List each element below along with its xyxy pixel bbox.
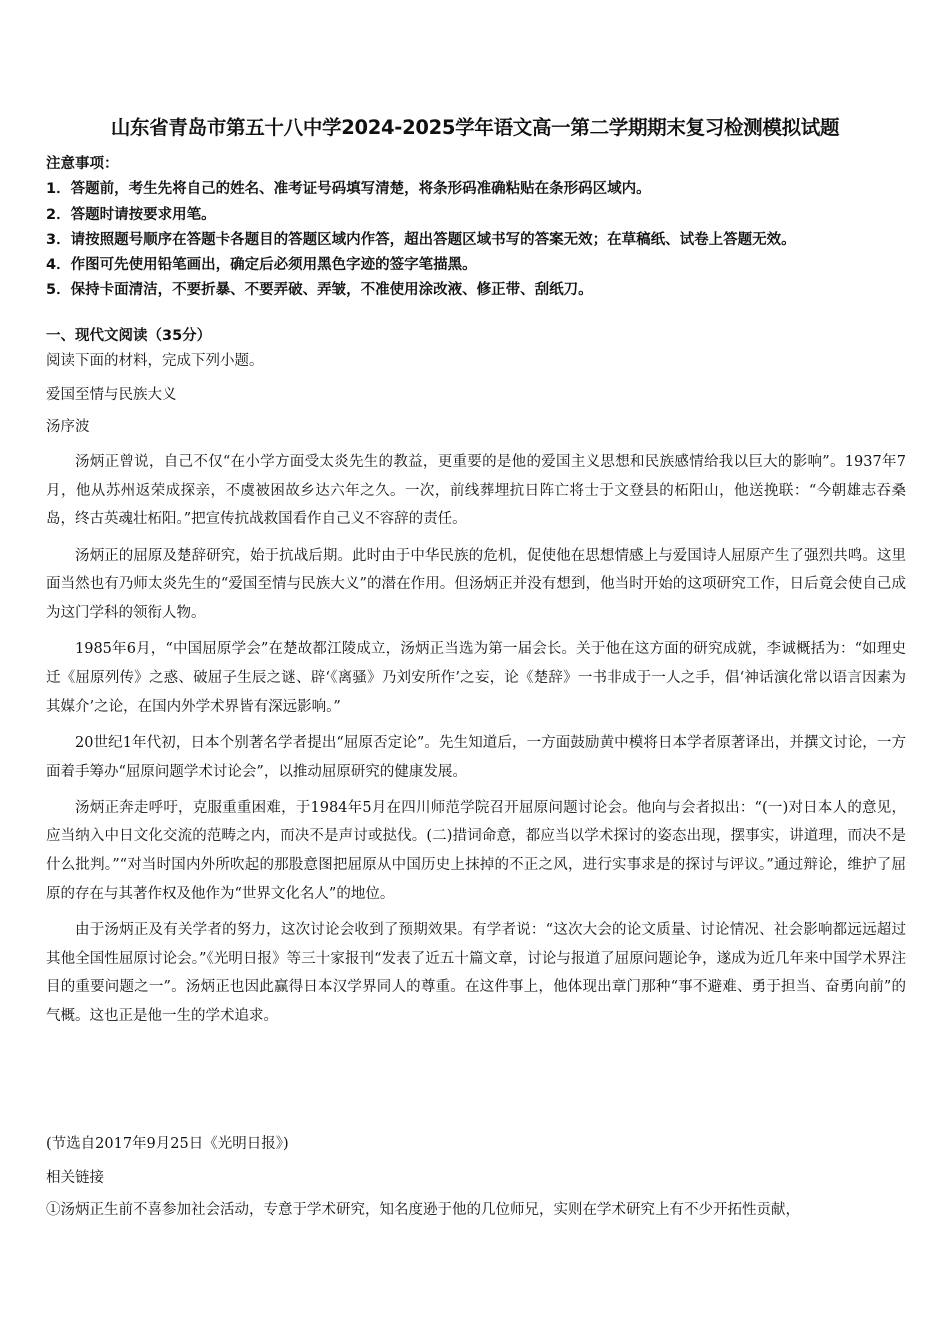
- notice-item-1: 1．答题前，考生先将自己的姓名、准考证号码填写清楚，将条形码准确粘贴在条形码区域内。: [46, 181, 651, 198]
- notice-item-3: 3．请按照题号顺序在答题卡各题目的答题区域内作答，超出答题区域书写的答案无效；在草稿纸、试卷上答题无效。: [46, 231, 796, 248]
- article-title: 爱国至情与民族大义: [46, 387, 177, 403]
- notice-block: [46, 152, 916, 304]
- notice-item-5: 5．保持卡面清洁，不要折暴、不要弄破、弄皱，不准使用涂改液、修正带、刮纸刀。: [46, 282, 593, 299]
- article-source: (节选自2017年9月25日《光明日报》): [46, 1136, 289, 1152]
- related-heading: 相关链接: [46, 1170, 104, 1186]
- notice-item-2: 2．答题时请按要求用笔。: [46, 206, 216, 223]
- article-paragraph-2: 汤炳正的屈原及楚辞研究，始于抗战后期。此时由于中华民族的危机，促使他在思想情感上与爱国诗人屈原产生了强烈共鸣。这里面当然也有乃师太炎先生的“爱国至情与民族大义”的潜在作用。但汤炳正并没有想到，他当时开始的这项研究工作，日后竟会使自己成为这门学科的领衔人物。: [46, 547, 906, 622]
- section-heading: 一、现代文阅读（35分）: [46, 328, 212, 344]
- article-paragraph-5: 汤炳正奔走呼吁，克服重重困难，于1984年5月在四川师范学院召开屈原问题讨论会。他向与会者拟出：“(一)对日本人的意见，应当纳入中日文化交流的范畴之内，而决不是声讨或挞伐。(二)措词命意，都应当以学术探讨的姿态出现，摆事实，讲道理，而决不是什么批判。”“对当时国内外所吹起的那股意图把屈原从中国历史上抹掉的不正之风，进行实事求是的探讨与评议。”通过辩论，维护了屈原的存在与其著作权及他作为“世界文化名人”的地位。: [46, 799, 906, 902]
- notice-heading: 注意事项：: [46, 156, 119, 172]
- article-paragraph-3: 1985年6月，“中国屈原学会”在楚故都江陵成立，汤炳正当选为第一届会长。关于他在这方面的研究成就，李诚概括为：“如理史迁《屈原列传》之惑、破屈子生辰之谜、辟‘《离骚》乃刘安所作’之妄，论《楚辞》一书非成于一人之手，倡‘神话演化常以语言因素为其媒介’之论，在国内外学术界皆有深远影响。”: [46, 641, 906, 715]
- notice-item-4: 4．作图可先使用铅笔画出，确定后必须用黑色字迹的签字笔描黑。: [46, 257, 477, 274]
- section-instruction: 阅读下面的材料，完成下列小题。: [46, 353, 264, 369]
- article-author: 汤序波: [46, 419, 90, 435]
- article-paragraph-1: 汤炳正曾说，自己不仅“在小学方面受太炎先生的教益，更重要的是他的爱国主义思想和民族感情给我以巨大的影响”。1937年7月，他从苏州返荣成探亲，不虞被困故乡达六年之久。一次，前线葬埋抗日阵亡将士于文登县的柘阳山，他送挽联：“今朝雄志吞桑岛，终古英魂壮柘阳。”把宣传抗战救国看作自己义不容辞的责任。: [46, 454, 906, 528]
- article-body: [46, 448, 906, 1038]
- article-paragraph-6: 由于汤炳正及有关学者的努力，这次讨论会收到了预期效果。有学者说：“这次大会的论文质量、讨论情况、社会影响都远远超过其他全国性屈原讨论会。”《光明日报》等三十家报刊“发表了近五十篇文章，讨论与报道了屈原问题论争，遂成为近几年来中国学术界注目的重要问题之一”。汤炳正也因此赢得日本汉学界同人的尊重。在这件事上，他体现出章门那种“事不避难、勇于担当、奋勇向前”的气概。这也正是他一生的学术追求。: [46, 922, 906, 1025]
- exam-title: 山东省青岛市第五十八中学2024-2025学年语文高一第二学期期末复习检测模拟试题: [110, 116, 840, 139]
- article-paragraph-4: 20世纪1年代初，日本个别著名学者提出“屈原否定论”。先生知道后，一方面鼓励黄中模将日本学者原著译出，并撰文讨论，一方面着手筹办“屈原问题学术讨论会”，以推动屈原研究的健康发展。: [46, 734, 906, 780]
- related-item-1: ①汤炳正生前不喜参加社会活动，专意于学术研究，知名度逊于他的几位师兄，实则在学术研究上有不少开拓性贡献，: [46, 1202, 800, 1218]
